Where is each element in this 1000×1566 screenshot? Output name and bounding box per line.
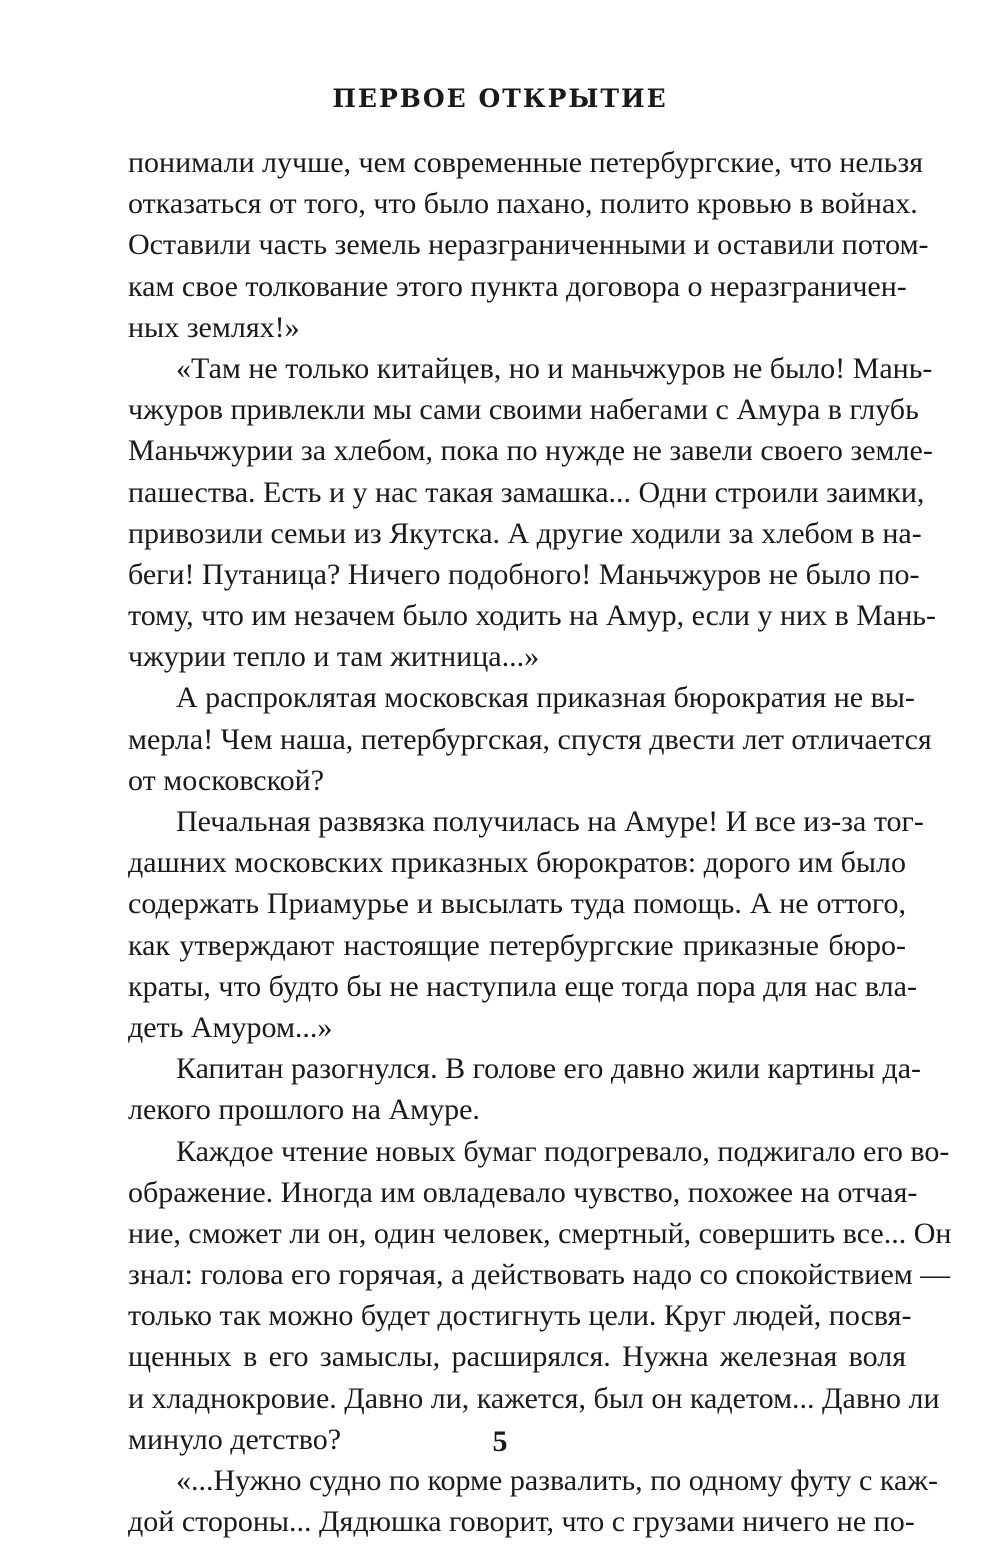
text-line: деть Амуром...» xyxy=(128,1010,333,1044)
running-title: ПЕРВОЕ ОТКРЫТИЕ xyxy=(332,84,668,113)
text-line: кам свое толкование этого пункта договора о неразграничен- xyxy=(128,269,907,303)
text-line: знал: голова его горячая, а действовать надо со спокойствием — xyxy=(128,1258,951,1292)
text-line: и хладнокровие. Давно ли, кажется, был он кадетом... Давно ли xyxy=(128,1381,940,1415)
text-line: Каждое чтение новых бумаг подогревало, поджигало его во- xyxy=(176,1134,950,1168)
text-line: Капитан разогнулся. В голове его давно жили картины да- xyxy=(176,1052,922,1086)
text-line: беги! Путаница? Ничего подобного! Маньчжуров не было по- xyxy=(128,557,920,591)
text-line: пашества. Есть и у нас такая замашка... Одни строили заимки, xyxy=(128,475,925,509)
text-line: ние, сможет ли он, один человек, смертный, совершить все... Он xyxy=(128,1216,952,1250)
text-line: Печальная развязка получилась на Амуре! И все из-за тог- xyxy=(176,805,924,838)
text-line: минуло детство? xyxy=(128,1422,342,1456)
text-line: краты, что будто бы не наступила еще тогда пора для нас вла- xyxy=(128,969,917,1003)
text-line: только так можно будет достигнуть цели. Круг людей, посвя- xyxy=(128,1299,912,1333)
text-line: «Там не только китайцев, но и маньчжуров не было! Мань- xyxy=(176,351,933,385)
text-line: понимали лучше, чем современные петербургские, что нельзя xyxy=(128,146,924,179)
page-number: 5 xyxy=(492,1425,508,1458)
text-line: от московской? xyxy=(128,763,325,797)
body-text xyxy=(128,142,952,1542)
text-line: Оставили часть земель неразграниченными и оставили потом- xyxy=(128,228,929,262)
text-line: привозили семьи из Якутска. А другие ходили за хлебом в на- xyxy=(128,516,922,550)
text-line: дашних московских приказных бюрократов: дорого им было xyxy=(128,846,906,880)
text-line: «...Нужно судно по корме развалить, по одному футу с каж- xyxy=(176,1464,938,1497)
text-line: А распроклятая московская приказная бюрократия не вы- xyxy=(176,681,915,715)
text-line: тому, что им незачем было ходить на Амур, если у них в Мань- xyxy=(128,599,936,633)
text-line: ных землях!» xyxy=(128,310,300,344)
text-line: щенных в его замыслы, расширялся. Нужна железная воля xyxy=(128,1340,906,1374)
text-line: Маньчжурии за хлебом, пока по нужде не завели своего земле- xyxy=(128,434,933,468)
text-line: ображение. Иногда им овладевало чувство, похожее на отчая- xyxy=(128,1175,918,1209)
text-line: чжурии тепло и там житница...» xyxy=(128,640,540,674)
text-line: как утверждают настоящие петербургские приказные бюро- xyxy=(128,928,906,962)
text-line: мерла! Чем наша, петербургская, спустя двести лет отличается xyxy=(128,722,932,756)
text-line: отказаться от того, что было пахано, полито кровью в войнах. xyxy=(128,187,918,221)
text-line: чжуров привлекли мы сами своими набегами с Амура в глубь xyxy=(128,393,919,427)
text-line: содержать Приамурье и высылать туда помощь. А не оттого, xyxy=(128,887,906,921)
text-line: лекого прошлого на Амуре. xyxy=(128,1093,480,1127)
text-line: дой стороны... Дядюшка говорит, что с грузами ничего не по- xyxy=(128,1505,915,1539)
